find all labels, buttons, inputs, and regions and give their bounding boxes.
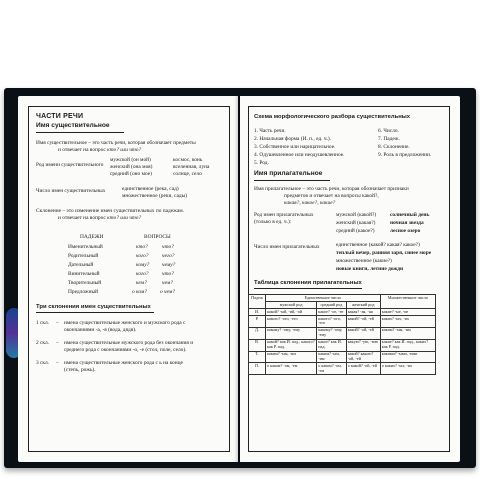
adjective-number-item: единственное (какой? какая? какое?): [336, 242, 420, 248]
noun-definition-line-2: и отвечает на вопрос кто? или что?: [58, 147, 142, 153]
table-cell: какое? как И. пад.: [317, 339, 346, 351]
adjective-number-item: множественное (какие?): [336, 258, 392, 264]
declension-text: имена существительные женского и мужского рода с: [64, 320, 186, 326]
case-question: чему?: [162, 262, 176, 268]
case-question: кем?: [136, 280, 147, 286]
table-header-feminine: женский род: [346, 302, 380, 309]
adjective-declension-table: [248, 294, 436, 375]
scheme-step: 4. Одушевленное или неодушевленное.: [254, 152, 345, 158]
adjective-gender-example: лесное озеро: [390, 228, 421, 234]
case-question: кого?: [136, 271, 149, 277]
table-header-case: Падеж: [249, 295, 266, 309]
table-cell: каких? -ых, -их: [380, 316, 435, 328]
declension-text: среднего рода с окончаниями -о, -е (стол, поле, село).: [64, 347, 187, 353]
declension-number: 3 скл.: [36, 360, 50, 366]
table-cell-case: И.: [249, 309, 266, 316]
table-cell: каким? -ым, -им: [266, 351, 317, 363]
table-header-masculine: мужской род: [266, 302, 317, 309]
case-question: о ком?: [132, 289, 147, 295]
table-cell-case: В.: [249, 339, 266, 351]
case-question: что?: [162, 244, 174, 250]
table-row: [249, 351, 436, 363]
case-question: что?: [162, 271, 174, 277]
adjective-number-example: новые книги, летние дожди: [336, 266, 404, 272]
scheme-step: 1. Часть речи.: [254, 128, 286, 134]
case-question: о чем?: [160, 289, 176, 295]
adjective-gender-example: солнечный день: [390, 212, 430, 218]
three-declensions-heading: Три склонения имен существительных: [36, 304, 151, 310]
adjective-heading-underline: [254, 180, 330, 181]
adjective-gender-name: средний (какое?): [336, 228, 375, 234]
scheme-step: 9. Роль в предложении.: [378, 152, 432, 158]
noun-heading: Имя существительное: [36, 122, 110, 129]
gender-label: Род имени существительного: [36, 162, 104, 168]
declension-number: 2 скл.: [36, 340, 50, 346]
table-cell: какой? -ой, -ей: [346, 316, 380, 328]
table-cell: о каких? -ых, -их: [380, 363, 435, 375]
gender-name: женский (она моя): [110, 164, 153, 170]
table-cell: какую? -ую, -юю: [346, 339, 380, 351]
table-cell-case: П.: [249, 363, 266, 375]
table-cell: какой? как И. пад., какого? как Р. пад.: [266, 339, 317, 351]
declension-dash: –: [56, 320, 59, 326]
adjective-gender-example: ночная звезда: [390, 220, 424, 226]
table-cell: о какой? -ой, -ей: [346, 363, 380, 375]
table-cell: какому? -ому, -ему: [266, 327, 317, 339]
gender-example: вселенная, луна: [173, 164, 210, 170]
three-declensions-underline: [36, 312, 154, 313]
table-cell: о каком? -ом, -ем: [317, 363, 346, 375]
adjective-number-example: теплый вечер, ранняя заря, синее море: [336, 250, 432, 256]
case-name: Именительный: [68, 244, 103, 250]
adjective-definition-line-1: Имя прилагательное – это часть речи, которая обозначает признаки: [254, 186, 409, 192]
scheme-heading: Схема морфологического разбора существительных: [254, 114, 411, 120]
scheme-step: 7. Падеж.: [378, 136, 400, 142]
table-row: [249, 339, 436, 351]
declension-text: имена существительные мужского рода без окончания и: [64, 340, 194, 346]
case-question: чего?: [162, 253, 175, 259]
case-question: кого?: [136, 253, 149, 259]
table-cell: каким? -ым, -им: [317, 351, 346, 363]
table-header-row: [249, 295, 436, 302]
gender-name: средний (оно мое): [110, 171, 152, 177]
scheme-step: 5. Род.: [254, 160, 269, 166]
declension-text: имена существительные женского рода с ь на конце: [64, 360, 183, 366]
table-cell: каким? -ым, -им: [380, 327, 435, 339]
gender-example: космос, конь: [173, 157, 203, 163]
declension-text: окончаниями -а, -я (вода, дядя).: [64, 327, 137, 333]
scheme-step: 2. Начальная форма (И. п., ед. ч.).: [254, 136, 332, 142]
case-name: Предложный: [68, 289, 99, 295]
table-cell: о каком? -ом, -ем: [266, 363, 317, 375]
right-page: [240, 96, 460, 462]
number-item: единственное (река, сад): [122, 186, 179, 192]
case-name: Винительный: [68, 271, 100, 277]
table-header-plural: Множественное число: [380, 295, 435, 309]
adjective-gender-sub: (только в ед. ч.):: [254, 219, 292, 225]
gender-name: мужской (он мой): [110, 157, 151, 163]
cases-header: ПАДЕЖИ: [80, 234, 104, 240]
adjective-heading: Имя прилагательное: [254, 170, 323, 177]
case-name: Творительный: [68, 280, 102, 286]
table-cell: какому? -ому, -ему: [317, 327, 346, 339]
table-cell: какой? -ой, -ей: [346, 327, 380, 339]
table-header-neuter: средний род: [317, 302, 346, 309]
declension-definition-line-2: и отвечает на вопрос кто? или что?: [58, 215, 142, 221]
noun-definition-line-1: Имя существительное – это часть речи, которая обозначает предметы: [36, 140, 196, 146]
adjective-gender-label: Род имен прилагательных: [254, 212, 314, 218]
left-page: [18, 96, 238, 462]
table-cell-case: Т.: [249, 351, 266, 363]
table-row: [249, 363, 436, 375]
declension-number: 1 скл.: [36, 320, 50, 326]
case-question: чем?: [162, 280, 173, 286]
table-cell: какой? какою? -ой, -ей: [346, 351, 380, 363]
table-cell: какого? -ого, -его: [317, 316, 346, 328]
table-cell: какая? -ая, -яя: [346, 309, 380, 316]
scheme-step: 3. Собственное или нарицательное.: [254, 144, 336, 150]
adjective-number-label: Число имен прилагательных: [254, 244, 320, 250]
adjective-gender-name: женский (какая?): [336, 220, 376, 226]
case-name: Родительный: [68, 253, 99, 259]
number-label: Число имен существительных: [36, 188, 106, 194]
declension-definition-line-1: Склонение – это изменение имен существительных по падежам.: [36, 208, 185, 214]
table-row: [249, 316, 436, 328]
noun-heading-underline: [36, 132, 124, 133]
case-question: кто?: [136, 244, 148, 250]
scheme-step: 6. Число.: [378, 128, 399, 134]
gender-example: солнце, село: [173, 171, 202, 177]
table-cell-case: Р.: [249, 316, 266, 328]
declension-dash: –: [56, 360, 59, 366]
page-title: ЧАСТИ РЕЧИ: [36, 113, 84, 120]
case-name: Дательный: [68, 262, 94, 268]
table-cell: какой? -ый, -ий, -ой: [266, 309, 317, 316]
table-cell: какие? -ые, -ие: [380, 309, 435, 316]
adjective-definition-line-2: предметов и отвечает на вопросы какой?,: [284, 193, 379, 199]
table-cell: какие? как И. пад., каких? как Р. пад.: [380, 339, 435, 351]
questions-header: ВОПРОСЫ: [144, 234, 171, 240]
table-cell-case: Д.: [249, 327, 266, 339]
table-row: [249, 327, 436, 339]
declension-table-title-underline: [254, 288, 362, 289]
table-cell: какого? -ого, -его: [266, 316, 317, 328]
number-item: множественное (реки, сады): [122, 193, 188, 199]
table-cell: какое? -ое, -ее: [317, 309, 346, 316]
declension-dash: –: [56, 340, 59, 346]
table-header-singular: Единственное число: [266, 295, 381, 302]
case-question: кому?: [136, 262, 150, 268]
adjective-gender-name: мужской (какой?): [336, 212, 377, 218]
scheme-step: 8. Склонение.: [378, 144, 410, 150]
adjective-definition-line-3: какая?, какое?, какие?: [284, 200, 336, 206]
table-row: [249, 309, 436, 316]
table-cell: какими? -ыми, -ими: [380, 351, 435, 363]
declension-table-title: Таблица склонения прилагательных: [254, 280, 362, 286]
declension-text: (степь, рожь).: [64, 367, 96, 373]
